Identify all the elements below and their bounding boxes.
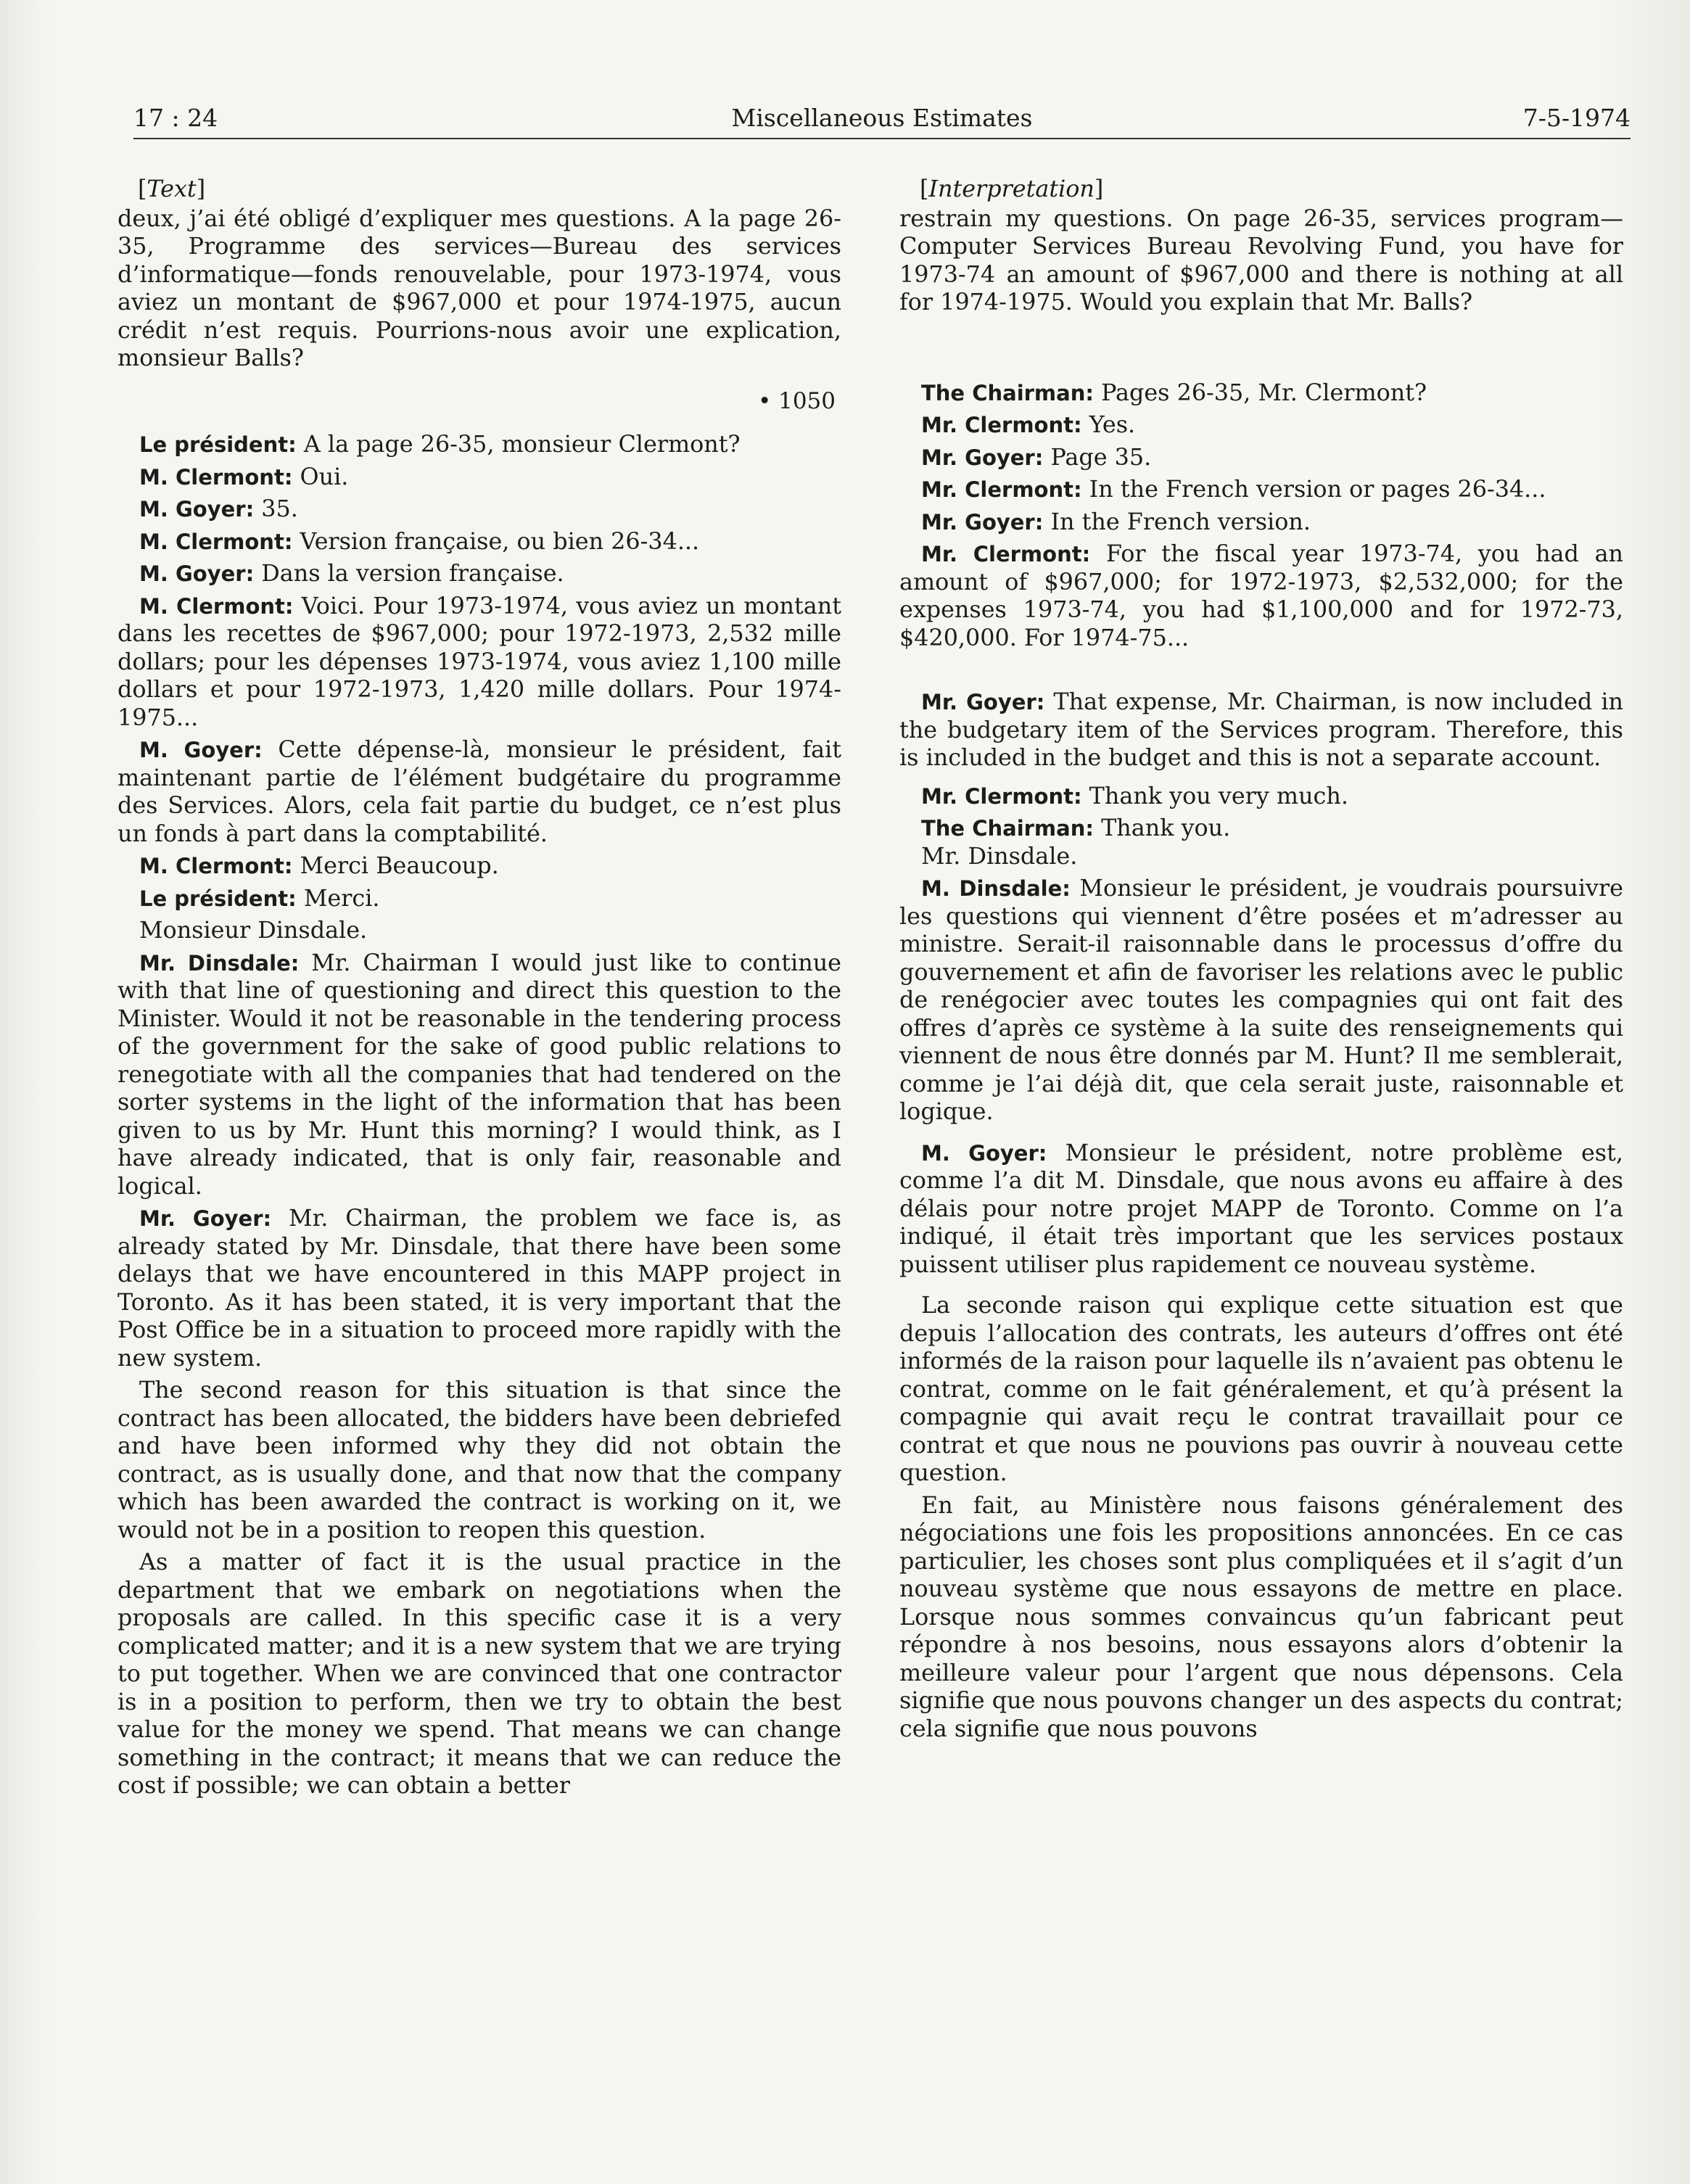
speech-paragraph xyxy=(118,852,841,881)
paragraph: deux, j’ai été obligé d’expliquer mes questions. A la page 26-35, Programme des services—Bureau des services d’informatique—fonds renouvelable, pour 1973-1974, vous aviez un montant de $967,000 et pour 1974-1975, aucun crédit n’est requis. Pourrions-nous avoir une explication, monsieur Balls? xyxy=(118,205,841,371)
running-header xyxy=(133,102,1631,139)
section-marker: [Interpretation] xyxy=(920,176,1104,202)
speech-paragraph xyxy=(899,411,1623,440)
speech-paragraph xyxy=(899,875,1623,1126)
speech-paragraph xyxy=(118,560,841,588)
speech-paragraph xyxy=(118,431,841,459)
speech-paragraph xyxy=(118,736,841,848)
speech-text: For the fiscal year 1973-74, you had an amount of $967,000; for 1972-1973, $2,532,000; for the expenses 1973-74, you had $1,100,000 and for 1972-73, $420,000. For 1974-75... xyxy=(899,540,1624,651)
paragraph: As a matter of fact it is the usual practice in the department that we embark on negotiations when the proposals are called. In this specific case it is a very complicated matter; and it is a new system that we are trying to put together. When we are convinced that one contractor is in a position to perform, then we try to obtain the best value for the money we spend. That means we can change something in the contract; it means that we can reduce the cost if possible; we can obtain a better xyxy=(118,1549,841,1799)
speaker-name: M. Goyer: xyxy=(921,1140,1047,1166)
speech-paragraph xyxy=(118,949,841,1201)
speaker-name: Mr. Clermont: xyxy=(921,477,1082,502)
paragraph: The second reason for this situation is that since the contract has been allocated, the bidders have been debriefed and have been informed why they did not obtain the contract, as is usually done, and that now that the company which has been awarded the contract is working on it, we would not be in a position to reopen this question. xyxy=(118,1377,841,1544)
speaker-name: Mr. Clermont: xyxy=(921,413,1082,437)
speech-paragraph xyxy=(899,540,1623,652)
speaker-name: M. Dinsdale: xyxy=(921,876,1071,901)
speech-paragraph xyxy=(899,476,1623,504)
speech-text: Monsieur le président, notre problème est, comme l’a dit M. Dinsdale, que nous avons eu affaire à des délais pour notre projet MAPP de Toronto. Comme on l’a indiqué, il était très important que les services postaux puissent utiliser plus rapidement ce nouveau système. xyxy=(899,1139,1623,1278)
speech-paragraph xyxy=(899,444,1623,472)
speaker-name: Mr. Clermont: xyxy=(921,783,1082,809)
publication-title: Miscellaneous Estimates xyxy=(731,104,1033,132)
speech-paragraph xyxy=(899,688,1623,772)
speaker-name: M. Goyer: xyxy=(139,497,255,522)
speech-paragraph xyxy=(899,508,1623,537)
speech-paragraph xyxy=(899,1140,1623,1280)
timestamp: • 1050 xyxy=(757,387,836,414)
speech-text: Yes. xyxy=(1081,411,1136,438)
speech-paragraph xyxy=(118,463,841,492)
speaker-name: Le président: xyxy=(139,432,297,457)
speaker-name: Le président: xyxy=(139,886,297,911)
speaker-name: The Chairman: xyxy=(921,380,1094,405)
speech-paragraph xyxy=(118,1205,841,1372)
speech-text: Thank you. xyxy=(1093,815,1231,841)
speaker-name: Mr. Clermont: xyxy=(921,542,1091,566)
speaker-name: M. Clermont: xyxy=(139,593,294,619)
speech-paragraph xyxy=(899,815,1623,843)
speech-text: Pages 26-35, Mr. Clermont? xyxy=(1093,379,1427,406)
speech-text: Monsieur le président, je voudrais poursuivre les questions qui viennent d’être posées et m’adresser au ministre. Serait-il raisonnable dans le processus d’offre du gouvernement et afin de favoriser les relations avec le public de renégocier avec toutes les compagnies qui ont fait des offres d’après ce système à la suite des renseignements qui viennent de nous être donnés par M. Hunt? Il me semblerait, comme je l’ai déjà dit, que cela serait juste, raisonnable et logique. xyxy=(899,875,1623,1125)
speaker-name: Mr. Goyer: xyxy=(921,509,1044,535)
speech-text: In the French version. xyxy=(1043,508,1311,535)
speech-text: Voici. Pour 1973-1974, vous aviez un montant dans les recettes de $967,000; pour 1972-1973, 2,532 mille dollars; pour les dépenses 1973-1974, vous aviez 1,100 mille dollars et pour 1972-1973, 1,420 mille dollars. Pour 1974-1975... xyxy=(118,592,841,731)
paragraph: Monsieur Dinsdale. xyxy=(139,917,368,944)
speech-text: Page 35. xyxy=(1043,443,1152,471)
paragraph: En fait, au Ministère nous faisons généralement des négociations une fois les propositions annoncées. En ce cas particulier, les choses sont plus compliquées et il s’agit d’un nouveau système que nous essayons de mettre en place. Lorsque nous sommes convaincus qu’un fabricant peut répondre à nos besoins, nous essayons alors d’obtenir la meilleure valeur pour l’argent que nous dépensons. Cela signifie que nous pouvons changer un des aspects du contrat; cela signifie que nous pouvons xyxy=(899,1491,1623,1742)
speaker-name: M. Clermont: xyxy=(139,529,293,554)
speech-text: Merci Beaucoup. xyxy=(292,852,499,879)
speech-paragraph xyxy=(118,885,841,913)
left-column xyxy=(118,176,841,1805)
speech-paragraph xyxy=(899,783,1623,811)
speaker-name: M. Clermont: xyxy=(139,854,293,878)
speech-paragraph xyxy=(118,593,841,733)
speech-text: Mr. Chairman, the problem we face is, as already stated by Mr. Dinsdale, that there have been some delays that we have encountered in this MAPP project in Toronto. As it has been stated, it is very important that the Post Office be in a situation to proceed more rapidly with the new system. xyxy=(118,1205,841,1372)
speech-text: Dans la version française. xyxy=(254,560,564,587)
speech-text: Mr. Chairman I would just like to continue with that line of questioning and direct this question to the Minister. Would it not be reasonable in the tendering process of the government for the sake of good public relations to renegotiate with all the companies that had tendered on the sorter systems in the light of the information that has been given to us by Mr. Hunt this morning? I would think, as I have already indicated, that is only fair, reasonable and logical. xyxy=(118,949,841,1200)
paragraph: La seconde raison qui explique cette situation est que depuis l’allocation des contrats, les auteurs d’offres ont été informés de la raison pour laquelle ils n’avaient pas obtenu le contrat, comme on le fait généralement, et qu’à présent la compagnie qui avait reçu le contrat travaillait pour ce contrat et que nous ne pouvions pas ouvrir à nouveau cette question. xyxy=(899,1292,1623,1486)
page-number: 17 : 24 xyxy=(133,104,218,132)
paragraph: restrain my questions. On page 26-35, services program—Computer Services Bureau Revolving Fund, you have for 1973-74 an amount of $967,000 and there is nothing at all for 1974-1975. Would you explain that Mr. Balls? xyxy=(899,205,1623,316)
speaker-name: M. Clermont: xyxy=(139,464,293,490)
speech-text: Cette dépense-là, monsieur le président, fait maintenant partie de l’élément budgétaire du programme des Services. Alors, cela fait partie du budget, ce n’est plus un fonds à part dans la comptabilité. xyxy=(118,736,841,847)
speaker-name: Mr. Dinsdale: xyxy=(139,950,300,976)
paragraph: Mr. Dinsdale. xyxy=(921,842,1078,870)
speech-text: Merci. xyxy=(296,884,380,912)
speech-text: Thank you very much. xyxy=(1081,782,1348,809)
speech-text: 35. xyxy=(254,495,298,522)
speech-paragraph xyxy=(118,495,841,524)
speech-text: Oui. xyxy=(292,463,349,490)
speaker-name: The Chairman: xyxy=(921,816,1094,841)
speaker-name: Mr. Goyer: xyxy=(921,445,1044,470)
speaker-name: M. Goyer: xyxy=(139,738,263,762)
speech-text: That expense, Mr. Chairman, is now included in the budgetary item of the Services program. Therefore, this is included in the budget and this is not a separate account. xyxy=(899,688,1623,771)
speech-paragraph xyxy=(899,379,1623,408)
right-column xyxy=(899,176,1623,1747)
speech-paragraph xyxy=(118,528,841,556)
speaker-name: Mr. Goyer: xyxy=(139,1206,272,1231)
speaker-name: M. Goyer: xyxy=(139,561,255,586)
header-date: 7-5-1974 xyxy=(1522,104,1631,132)
speech-text: Version française, ou bien 26-34... xyxy=(292,527,700,555)
speech-text: In the French version or pages 26-34... xyxy=(1081,476,1546,503)
speaker-name: Mr. Goyer: xyxy=(921,690,1045,714)
section-marker: [Text] xyxy=(138,176,206,202)
speech-text: A la page 26-35, monsieur Clermont? xyxy=(296,431,741,458)
